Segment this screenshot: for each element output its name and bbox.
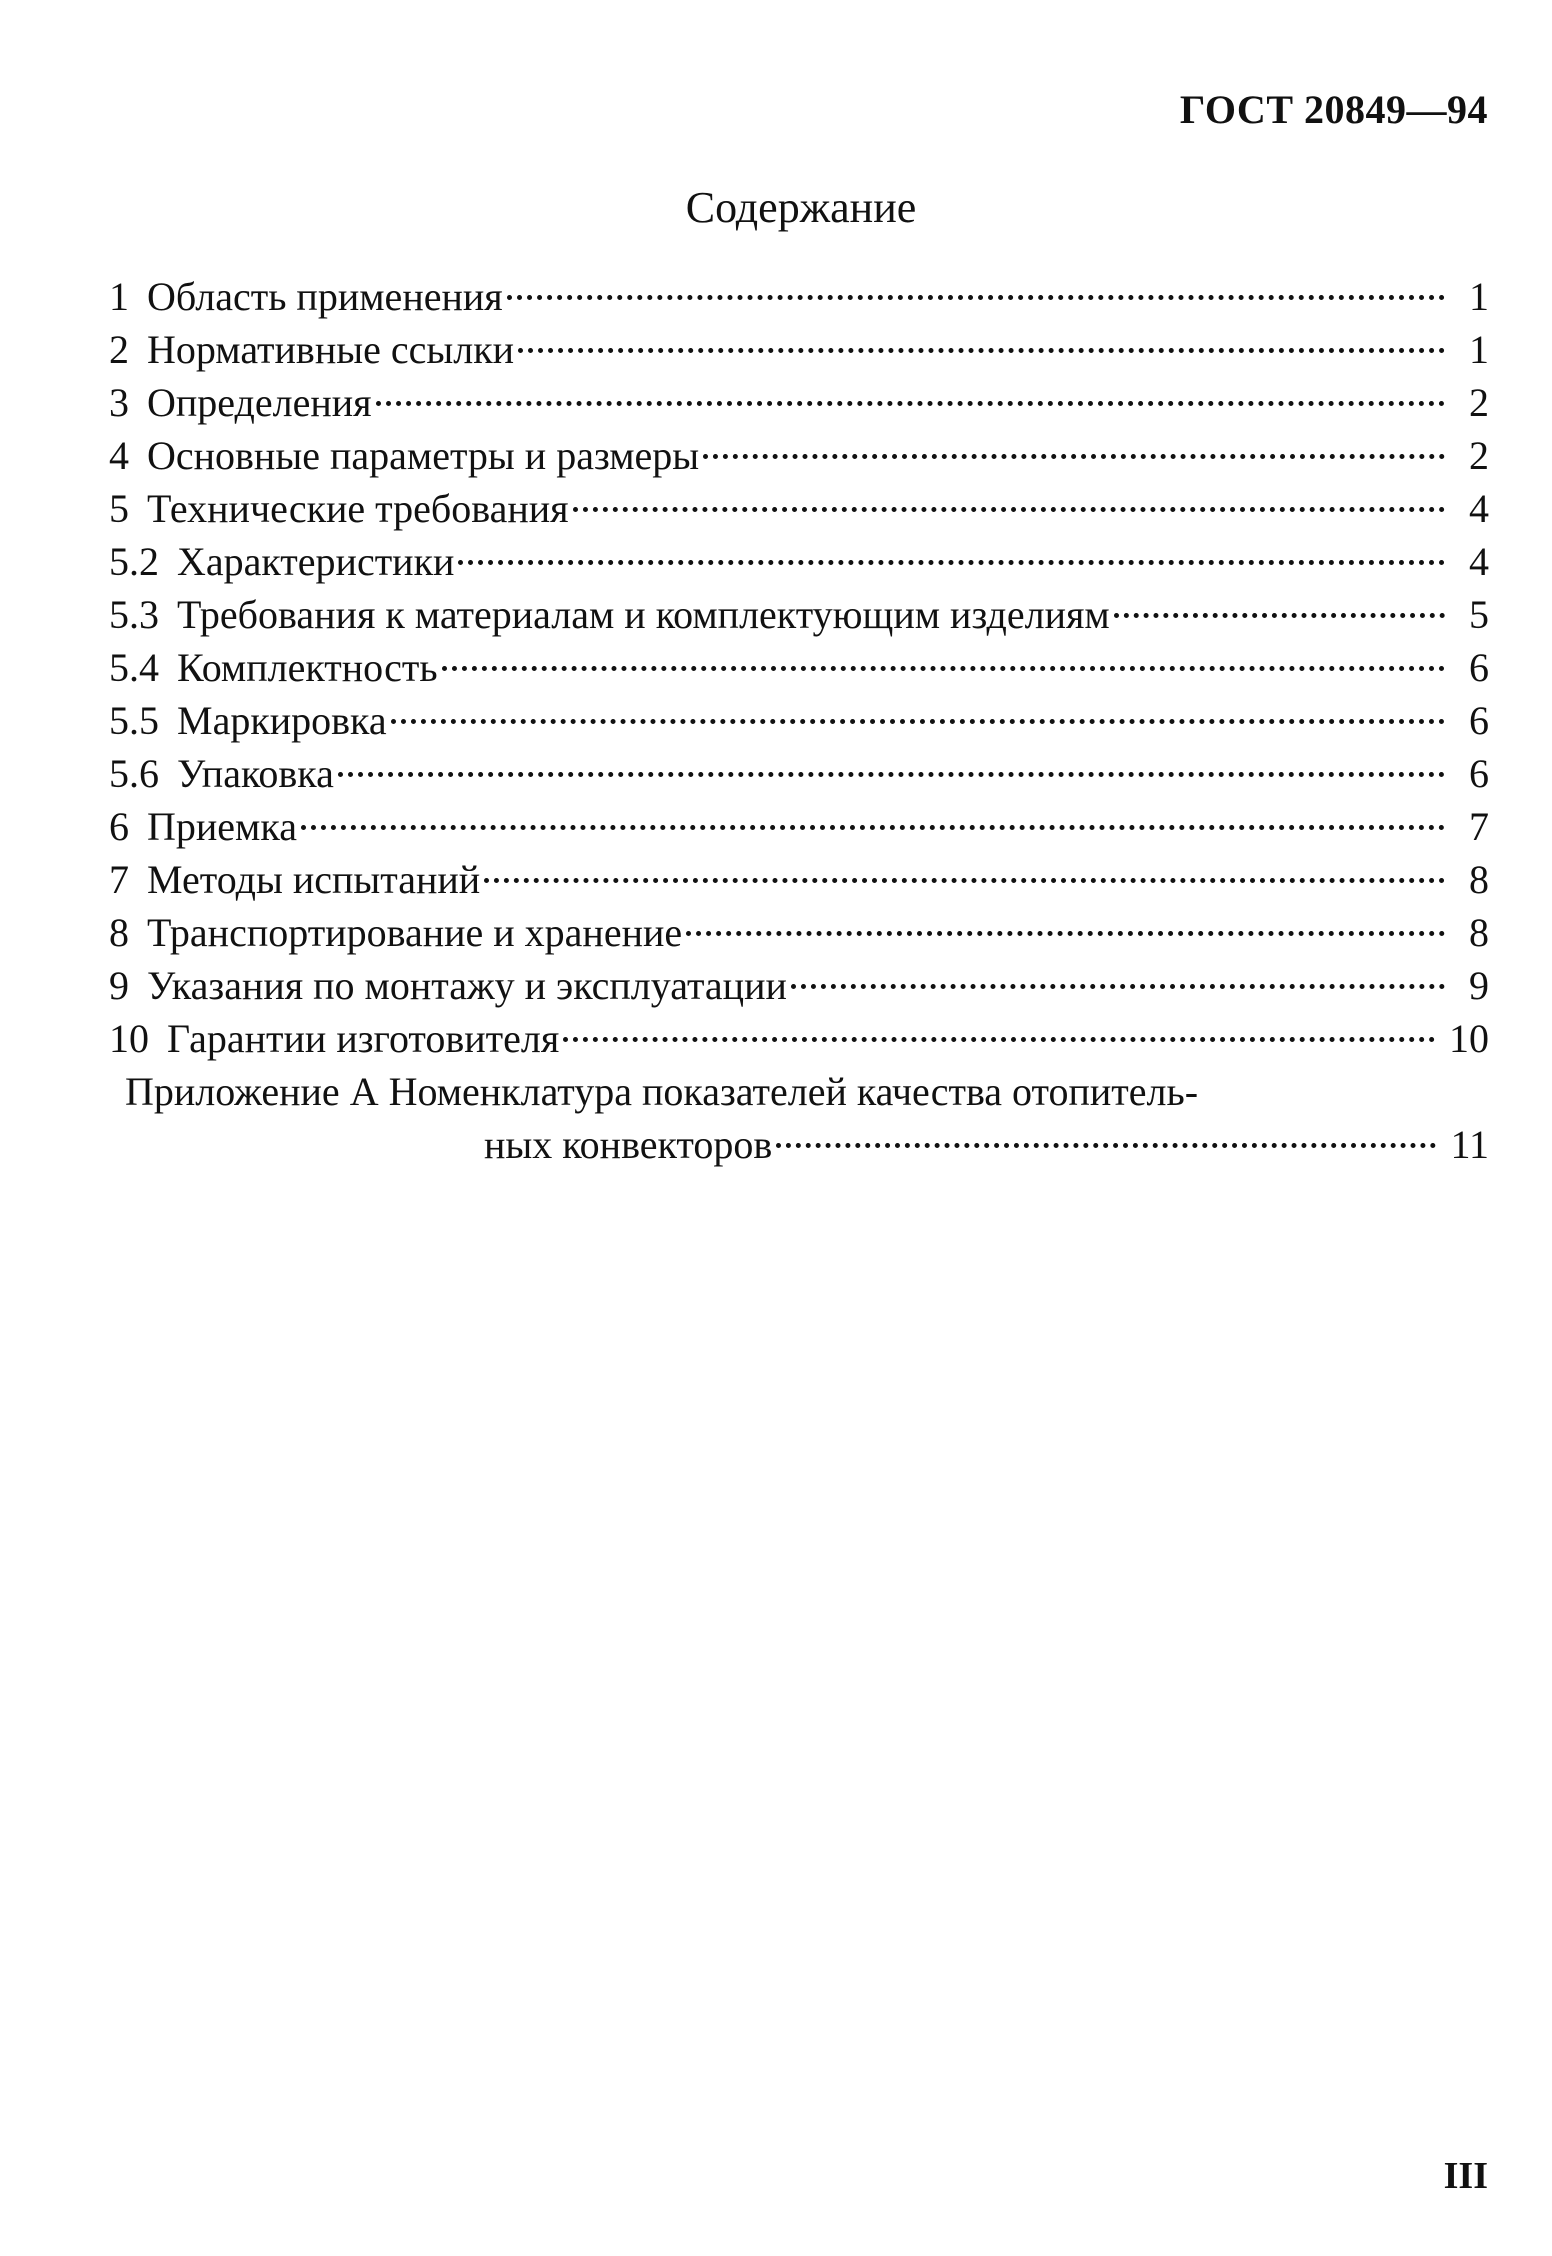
toc-entry[interactable] xyxy=(109,323,1489,376)
toc-entry-label xyxy=(109,429,699,482)
toc-leader-dots xyxy=(338,772,1445,777)
toc-entry[interactable] xyxy=(109,747,1489,800)
toc-entry-page: 2 xyxy=(1469,380,1489,425)
toc-entry[interactable] xyxy=(109,270,1489,323)
toc-entry-label xyxy=(109,747,334,800)
toc-entry-page: 7 xyxy=(1469,804,1489,849)
toc-leader-dots xyxy=(391,719,1445,724)
toc-annex-entry[interactable] xyxy=(109,1118,1489,1171)
toc-entry-number: 5.2 xyxy=(109,539,159,584)
toc-entry-page: 8 xyxy=(1469,910,1489,955)
toc-entry-page: 1 xyxy=(1469,327,1489,372)
toc-entry-page: 6 xyxy=(1469,645,1489,690)
toc-leader-dots xyxy=(442,666,1445,671)
toc-entry-label xyxy=(109,376,372,429)
toc-entry-number: 2 xyxy=(109,327,129,372)
toc-entry-number: 5.4 xyxy=(109,645,159,690)
toc-leader-dots xyxy=(703,454,1445,459)
toc-leader-dots xyxy=(563,1037,1435,1042)
toc-entry-text: Упаковка xyxy=(177,751,334,796)
toc-entry[interactable] xyxy=(109,535,1489,588)
toc-entry[interactable] xyxy=(109,588,1489,641)
document-code: ГОСТ 20849—94 xyxy=(1179,87,1488,132)
toc-leader-dots xyxy=(791,984,1445,989)
toc-leader-dots xyxy=(1114,613,1445,618)
toc-entry-number: 6 xyxy=(109,804,129,849)
toc-entry[interactable] xyxy=(109,906,1489,959)
toc-leader-dots xyxy=(776,1143,1436,1148)
toc-entry-text: Транспортирование и хранение xyxy=(147,910,683,955)
toc-leader-dots xyxy=(376,401,1445,406)
toc-entry-label xyxy=(109,641,438,694)
toc-entry-number: 5.3 xyxy=(109,592,159,637)
toc-entry-page: 5 xyxy=(1469,592,1489,637)
toc-entry-number: 4 xyxy=(109,433,129,478)
toc-entry-label xyxy=(109,800,297,853)
toc-entry-page: 10 xyxy=(1449,1016,1489,1061)
toc-entry-number: 5.5 xyxy=(109,698,159,743)
toc-entry-label xyxy=(109,959,787,1012)
toc-entry-page: 1 xyxy=(1469,274,1489,319)
toc-entry[interactable] xyxy=(109,694,1489,747)
toc-entry[interactable] xyxy=(109,641,1489,694)
toc-entry-number: 5 xyxy=(109,486,129,531)
toc-entry-page: 9 xyxy=(1469,963,1489,1008)
toc-entry-text: Маркировка xyxy=(177,698,387,743)
toc-entry-number: 9 xyxy=(109,963,129,1008)
toc-leader-dots xyxy=(686,931,1445,936)
page-number: III xyxy=(1443,2155,1488,2197)
toc-annex-title[interactable]: Приложение А Номенклатура показателей качества отопитель- xyxy=(125,1069,1199,1114)
toc-leader-dots xyxy=(573,507,1445,512)
toc-entry-page: 6 xyxy=(1469,698,1489,743)
toc-entry[interactable] xyxy=(109,959,1489,1012)
toc-entry-label xyxy=(109,588,1110,641)
toc-leader-dots xyxy=(507,295,1445,300)
toc-entry-label xyxy=(109,270,503,323)
toc-entry-label xyxy=(109,906,682,959)
toc-leader-dots xyxy=(458,560,1445,565)
toc-entry-text: Определения xyxy=(147,380,372,425)
toc-entry[interactable] xyxy=(109,1012,1489,1065)
toc-entry[interactable] xyxy=(109,429,1489,482)
toc-entry-text: Приемка xyxy=(147,804,297,849)
toc-entry-label xyxy=(109,323,514,376)
toc-annex-label: ных конвекторов xyxy=(484,1122,773,1167)
toc-entry-page: 2 xyxy=(1469,433,1489,478)
toc-leader-dots xyxy=(518,348,1445,353)
toc-entry[interactable] xyxy=(109,853,1489,906)
toc-entry-page: 4 xyxy=(1469,486,1489,531)
toc-entry-text: Характеристики xyxy=(177,539,455,584)
toc-entry-number: 3 xyxy=(109,380,129,425)
toc-entry-number: 1 xyxy=(109,274,129,319)
toc-entry-text: Технические требования xyxy=(147,486,569,531)
toc-entry-label xyxy=(109,853,480,906)
toc-entry-label xyxy=(109,535,454,588)
toc-entry-number: 5.6 xyxy=(109,751,159,796)
toc-leader-dots xyxy=(484,878,1445,883)
toc-entry-page: 8 xyxy=(1469,857,1489,902)
toc-entry-page: 4 xyxy=(1469,539,1489,584)
toc-entry-text: Требования к материалам и комплектующим изделиям xyxy=(177,592,1110,637)
toc-entry-number: 7 xyxy=(109,857,129,902)
toc-entry[interactable] xyxy=(109,482,1489,535)
toc-annex-page: 11 xyxy=(1450,1122,1489,1167)
toc-entry-label xyxy=(109,694,387,747)
toc-entry-text: Методы испытаний xyxy=(147,857,481,902)
toc-title: Содержание xyxy=(685,183,917,232)
toc-entry-text: Гарантии изготовителя xyxy=(167,1016,560,1061)
table-of-contents xyxy=(109,270,1489,1171)
toc-entry-page: 6 xyxy=(1469,751,1489,796)
toc-entry-text: Указания по монтажу и эксплуатации xyxy=(147,963,787,1008)
toc-entry-label xyxy=(109,1012,559,1065)
toc-entry-number: 10 xyxy=(109,1016,149,1061)
toc-entry[interactable] xyxy=(109,800,1489,853)
toc-entry-number: 8 xyxy=(109,910,129,955)
toc-entry-text: Нормативные ссылки xyxy=(147,327,515,372)
toc-entry-label xyxy=(109,482,569,535)
toc-entry-text: Область применения xyxy=(147,274,503,319)
toc-leader-dots xyxy=(301,825,1445,830)
toc-entry-text: Основные параметры и размеры xyxy=(147,433,700,478)
toc-entry[interactable] xyxy=(109,376,1489,429)
toc-entry-text: Комплектность xyxy=(177,645,438,690)
